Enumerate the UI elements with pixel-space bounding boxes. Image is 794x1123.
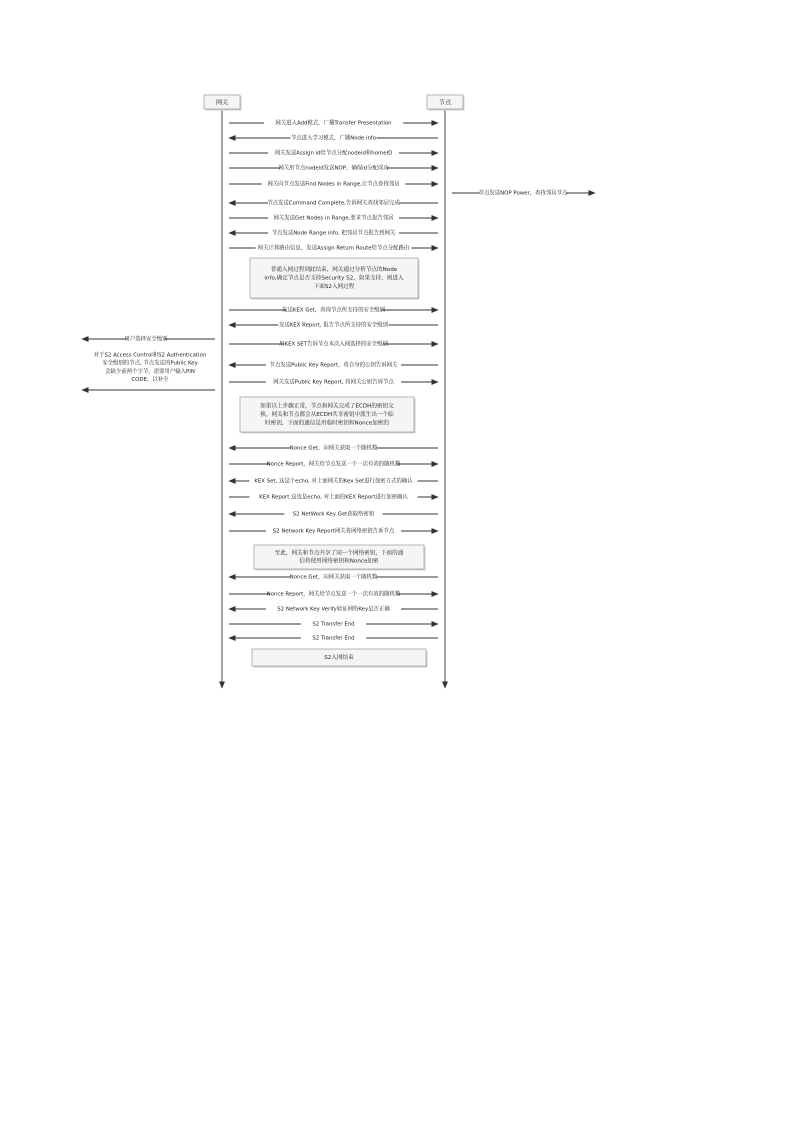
message-label: 用KEX SET告诉节点本次入网选择的安全级别 bbox=[279, 341, 388, 348]
message-label: S2 Transfer End bbox=[312, 621, 355, 628]
message-label: 网关进入Add模式，广播Transfer Presentation bbox=[275, 120, 392, 127]
note-text-line: 至此，网关和节点共享了同一个网络密钥，下面的通 bbox=[274, 550, 404, 557]
note-text-line: S2入网结束 bbox=[324, 655, 354, 661]
message-label: Nonce Report，网关给节点发送一个一次有效的随机数 bbox=[266, 591, 401, 598]
node-actor-label: 节点 bbox=[438, 99, 452, 107]
message-label: S2 Transfer End bbox=[312, 635, 355, 642]
message-label: 节点进入学习模式，广播Node info bbox=[290, 135, 377, 142]
message-label: 网关用节点nodeid发送NOP，确保id分配成功 bbox=[278, 165, 389, 172]
note-text-line: 换，网关和节点都会从ECDH共享密钥中派生出一个临 bbox=[260, 412, 394, 418]
message-label: 节点发送Public Key Report，将自身的公钥告诉网关 bbox=[269, 362, 398, 369]
message-label: 节点发送Node Range info, 把邻居节点报告到网关 bbox=[271, 230, 396, 237]
message-label: 发送KEX Report, 报告节点所支持的安全级别 bbox=[278, 322, 389, 329]
message-label: S2 NetWork Key Get获取络密钥 bbox=[292, 511, 375, 518]
message-label: 网关发送Assign id给节点分配nodeid和homeID bbox=[274, 150, 393, 157]
message-label: Nonce Get，向网关获取一个随机数 bbox=[289, 445, 378, 452]
side-arrow-left-label: 用户选择安全级别 bbox=[124, 336, 168, 343]
side-arrow-right-label: 节点发送NOP Power，查找邻居节点 bbox=[478, 190, 568, 197]
note-text-line: 信将使用网络密钥和Nonce加密 bbox=[299, 558, 379, 565]
note-text-line: 如果以上步骤正常，节点和网关完成了ECDH的密钥交 bbox=[260, 403, 394, 410]
message-label: KEX Set, 这是个echo, 对上面网关的Kex Set进行加密方式的确认 bbox=[254, 478, 413, 485]
note-text-line: 普通入网过程到此结束，网关通过分析节点的Node bbox=[270, 267, 398, 274]
note-box bbox=[254, 545, 424, 569]
message-label: Nonce Report，网关给节点发送一个一次有效的随机数 bbox=[266, 461, 401, 468]
note-text-line: info,确定节点是否支持Security S2，如果支持，则进入 bbox=[264, 275, 404, 282]
message-label: 发送KEX Get，查询节点所支持的安全级别 bbox=[282, 307, 385, 314]
side-note-line: 会缺少前两个字节，需要用户输入PIN bbox=[105, 368, 195, 375]
message-label: 网关计算路由信息，发送Assign Return Route给节点分配路由 bbox=[257, 245, 410, 252]
message-label: 网关发送Get Nodes in Range,要求节点报告邻居 bbox=[273, 215, 394, 222]
message-label: Nonce Get，向网关获取一个随机数 bbox=[289, 574, 378, 581]
message-label: 节点发送Command Complete,告诉网关查找邻居完成 bbox=[267, 200, 400, 207]
side-note-line: 对于S2 Access Control和S2 Authentication bbox=[93, 352, 207, 359]
note-text-line: 时密钥，下面的通信是用临时密钥和Nonce加密的 bbox=[265, 420, 389, 427]
message-label: KEX Report 这也是echo, 对上面的KEX Report进行加密确认 bbox=[259, 494, 408, 501]
side-note-line: 安全级别的节点, 节点发送的Public Key bbox=[102, 360, 198, 367]
gateway-actor-label: 网关 bbox=[215, 99, 229, 107]
side-note-line: CODE，以补全 bbox=[131, 377, 169, 384]
message-label: 网关发送Public Key Report, 将网关公钥告诉节点 bbox=[273, 379, 394, 386]
message-label: 网关向节点发送Find Nodes in Range,让节点查找邻居 bbox=[267, 181, 400, 188]
message-label: S2 Network Key Report网关将网络密钥告诉节点 bbox=[272, 528, 395, 535]
message-label: S2 Network Key Verify验证网络Key是否正确 bbox=[277, 606, 390, 613]
note-text-line: 下面S2入网过程 bbox=[313, 283, 355, 290]
